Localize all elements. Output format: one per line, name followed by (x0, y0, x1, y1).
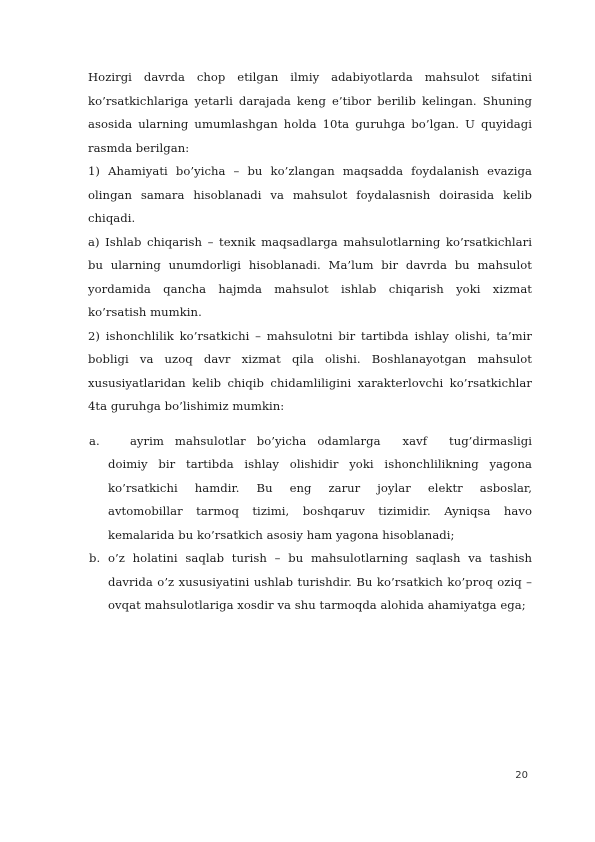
list-item-text: o’z holatini saqlab turish – bu mahsulotlarning saqlash va tashish davrida o’z xususiyatini ushlab turishdir. Bu ko’rsatkich ko’proq oziq – ovqat mahsulotlariga xosdir va shu tarmoqda alohida ahamiyatga ega; (108, 551, 532, 612)
list-item (88, 430, 536, 548)
list-marker: a. (89, 433, 100, 448)
list-item (88, 547, 532, 618)
paragraph-reliability-indicator: 2) ishonchlilik ko’rsatkichi – mahsulotni bir tartibda ishlay olishi, ta’mir bobligi va uzoq davr xizmat qila olishi. Boshlanayotgan mahsulot xususiyatlaridan kelib chiqib chidamliligini xarakterlovchi ko’rsatkichlar 4ta guruhga bo’lishimiz mumkin: (88, 328, 532, 413)
document-page (88, 66, 536, 618)
list-item-text: ayrim mahsulotlar bo’yicha odamlarga xavf tug’dirmasligi doimiy bir tartibda ishlay olishidir yoki ishonchlilikning yagona ko’rsatkichi hamdir. Bu eng zarur joylar elektr asboslar, avtomobillar tarmoq tizimi, boshqaruv tizimidir. Ayniqsa havo kemalarida bu ko’rsatkich asosiy ham yagona hisoblanadi; (108, 433, 536, 542)
list-marker: b. (89, 551, 101, 565)
paragraph-importance-indicator: 1) Ahamiyati bo’yicha – bu ko’zlangan maqsadda foydalanish evaziga olingan samara hisoblanadi va mahsulot foydalasnish doirasida kelib chiqadi. (88, 164, 532, 225)
reliability-groups-list (88, 430, 536, 618)
page-number: 20 (515, 770, 528, 781)
paragraph-production-indicators: a) Ishlab chiqarish – texnik maqsadlarga mahsulotlarning ko’rsatkichlari bu ularning unumdorligi hisoblanadi. Ma’lum bir davrda bu mahsulot yordamida qancha hajmda mahsulot ishlab chiqarish yoki xizmat ko’rsatish mumkin. (88, 234, 532, 319)
paragraph-intro: Hozirgi davrda chop etilgan ilmiy adabiyotlarda mahsulot sifatini ko’rsatkichlariga yetarli darajada keng e’tibor berilib kelingan. Shuning asosida ularning umumlashgan holda 10ta guruhga bo’lgan. U quyidagi rasmda berilgan: (88, 70, 532, 155)
